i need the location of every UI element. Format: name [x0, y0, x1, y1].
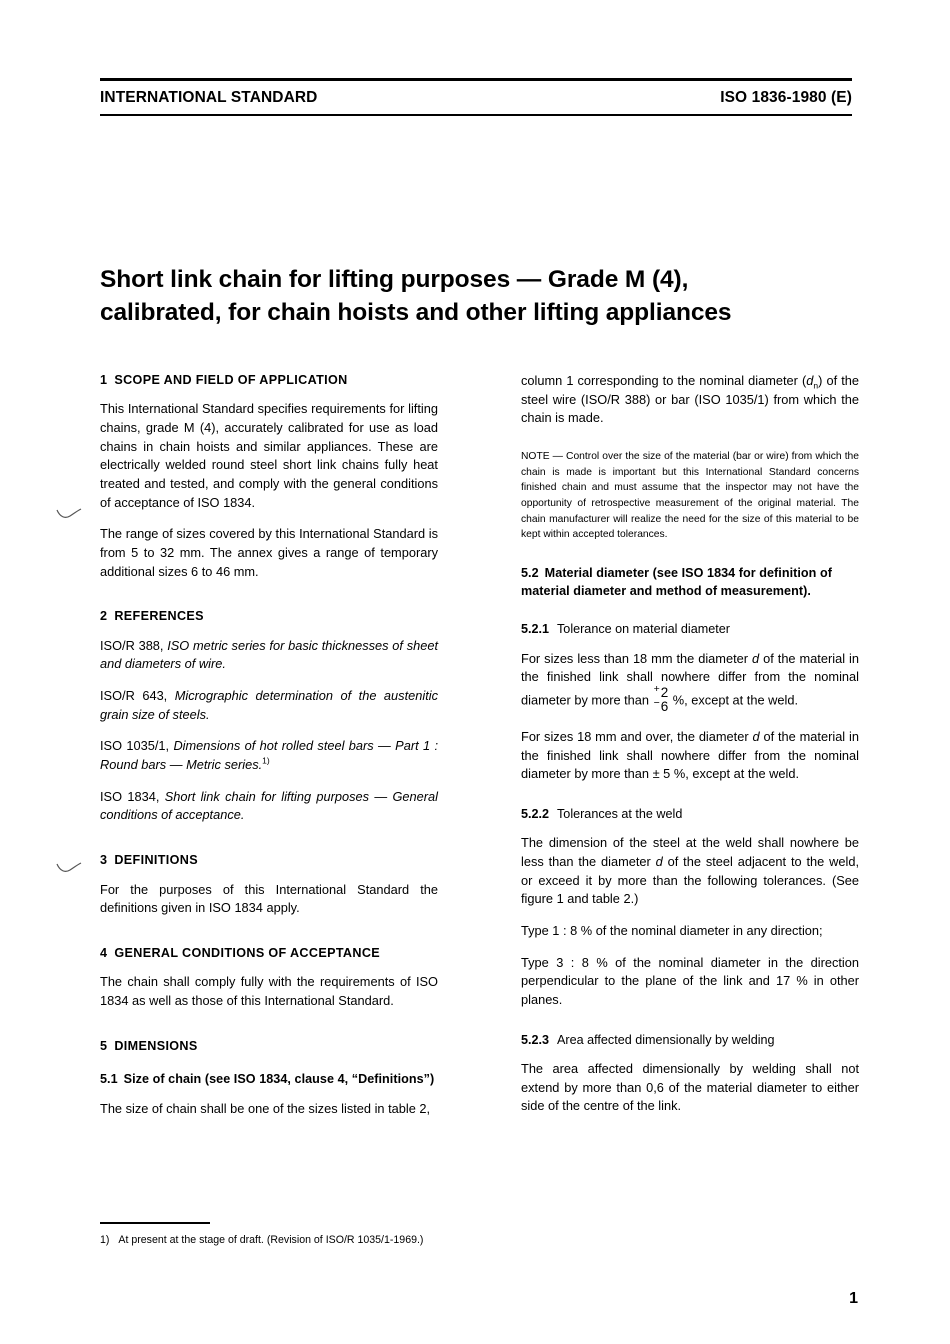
para-text: of the material in the finished link shall nowhere differ from the nominal diameter by more than ± 5 %, except at the weld.: [521, 728, 859, 782]
subsection-5-1-paragraph: The size of chain shall be one of the sizes listed in table 2,: [100, 1101, 431, 1117]
subsection-5-2-1-number: 5.2.1: [521, 622, 550, 637]
reference-code: ISO/R 388,: [100, 637, 168, 653]
section-4-title: GENERAL CONDITIONS OF ACCEPTANCE: [114, 945, 381, 960]
para-text: of the material in the finished link shall nowhere differ from the nominal diameter by more than: [521, 650, 859, 708]
section-2-title: REFERENCES: [114, 609, 204, 624]
section-1-paragraph-1: This International Standard specifies requirements for lifting chains, grade M (4), accurately calibrated for use as load chains in chain hoists and similar appliances. These are electrically welded round steel short link chains fully heat treated and tested, and comply with the general conditions of acceptance of ISO 1834.: [100, 401, 438, 510]
page-title-line-2: calibrated, for chain hoists and other lifting appliances: [100, 298, 732, 326]
left-column: [100, 372, 438, 1119]
subsection-5-2-1-paragraph-1: [521, 650, 859, 715]
page-title: [100, 264, 852, 329]
subsection-5-2-heading: [521, 564, 859, 601]
margin-artifact-mark: [56, 508, 82, 520]
symbol-d-subscript: n: [813, 380, 819, 391]
reference-item: [100, 687, 438, 724]
subsection-5-2-3-title: Area affected dimensionally by welding: [557, 1032, 775, 1047]
section-5-heading: [100, 1038, 438, 1054]
para-text: For sizes less than 18 mm the diameter: [521, 650, 752, 666]
spacer: [521, 797, 859, 805]
subsection-5-2-1-heading: [521, 620, 859, 638]
tolerance-upper-value: 2: [660, 684, 669, 700]
section-4-number: 4: [100, 945, 108, 960]
footnote-separator: [100, 1222, 210, 1224]
tolerance-minus-sign: −: [653, 697, 660, 710]
section-4-paragraph-1: The chain shall comply fully with the requirements of ISO 1834 as well as those of this International Standard.: [100, 974, 438, 1008]
spacer: [521, 556, 859, 564]
subsection-5-2-1-paragraph-2: [521, 728, 859, 784]
note-block: [521, 449, 859, 543]
note-text: Control over the size of the material (bar or wire) from which the chain is made is important but this International Standard concerns finished chain and must assume that the inspector may not have the opportunity of retrospective measurement of the original material. The chain manufacturer will realize the need for the size of this material to be kept within accepted tolerances.: [521, 451, 860, 541]
section-4-heading: [100, 945, 438, 961]
subsection-5-1-heading: [100, 1070, 438, 1088]
margin-artifact-mark: [56, 862, 82, 874]
subsection-5-2-2-number: 5.2.2: [521, 806, 550, 821]
footnote-body: At present at the stage of draft. (Revision of ISO/R 1035/1-1969.): [118, 1233, 424, 1246]
spacer: [100, 1024, 438, 1038]
section-3-number: 3: [100, 853, 108, 868]
reference-code: ISO/R 643,: [100, 688, 175, 704]
right-column: [521, 372, 859, 1116]
subsection-5-1-number: 5.1: [100, 1071, 118, 1086]
spacer: [521, 1023, 859, 1031]
subsection-5-2-1-title: Tolerance on material diameter: [557, 622, 730, 637]
para-text: The dimension of the steel at the weld shall nowhere be less than the diameter: [521, 835, 859, 869]
symbol-d: d: [806, 373, 814, 388]
section-1-title: SCOPE AND FIELD OF APPLICATION: [114, 373, 348, 387]
subsection-5-2-title: Material diameter (see ISO 1834 for definition of material diameter and method of measurement).: [521, 565, 832, 599]
footnote-number: 1): [100, 1233, 110, 1246]
footnote-content: [100, 1233, 520, 1248]
spacer: [521, 612, 859, 620]
tolerance-fraction: [653, 682, 669, 715]
section-5-title: DIMENSIONS: [114, 1038, 198, 1053]
reference-item: [100, 788, 438, 825]
page-number: 1: [849, 1290, 858, 1307]
continued-text-part-1: column 1 corresponding to the nominal diameter (: [521, 373, 807, 388]
header-standard-number: ISO 1836-1980 (E): [720, 89, 852, 106]
symbol-d: d: [655, 853, 663, 869]
footnote-block: [100, 1222, 520, 1247]
para-text: For sizes 18 mm and over, the diameter: [521, 728, 753, 744]
subsection-5-2-3-number: 5.2.3: [521, 1032, 550, 1047]
symbol-d: d: [752, 728, 760, 744]
symbol-d: d: [752, 650, 760, 666]
subsection-5-2-2-heading: [521, 805, 859, 823]
section-1-number: 1: [100, 373, 108, 387]
reference-code: ISO 1035/1,: [100, 738, 174, 754]
section-2-heading: [100, 608, 438, 624]
page-title-line-1: Short link chain for lifting purposes — Grade M (4),: [100, 266, 689, 294]
reference-code: ISO 1834,: [100, 788, 165, 804]
reference-title: Dimensions of hot rolled steel bars — Part 1 : Round bars — Metric series.: [100, 738, 438, 773]
section-1-paragraph-2: The range of sizes covered by this International Standard is from 5 to 32 mm. The annex gives a range of temporary additional sizes 6 to 46 mm.: [100, 526, 438, 579]
continued-paragraph: [521, 372, 859, 428]
para-text: %, except at the weld.: [669, 692, 798, 708]
continued-text-part-2: ) of the steel wire (ISO/R 388) or bar (ISO 1035/1) from which the chain is made.: [521, 373, 859, 426]
section-3-paragraph-1: For the purposes of this International Standard the definitions given in ISO 1834 apply.: [100, 881, 438, 916]
para-text: of the steel adjacent to the weld, or exceed it by more than the following tolerances. (See figure 1 and table 2.): [521, 853, 859, 907]
page-header: [100, 78, 852, 116]
section-3-heading: [100, 852, 438, 868]
section-2-number: 2: [100, 609, 108, 624]
subsection-5-2-3-paragraph-1: The area affected dimensionally by welding shall not extend by more than 0,6 of the material diameter to either side of the centre of the link.: [521, 1060, 859, 1114]
header-standard-label: INTERNATIONAL STANDARD: [100, 89, 318, 106]
tolerance-plus-sign: +: [653, 682, 660, 695]
subsection-5-2-3-heading: [521, 1031, 859, 1049]
subsection-5-2-2-paragraph-2: Type 1 : 8 % of the nominal diameter in any direction;: [521, 922, 823, 938]
subsection-5-2-2-paragraph-1: [521, 834, 859, 909]
spacer: [100, 838, 438, 852]
reference-item: [100, 637, 438, 674]
header-bottom-rule: [100, 114, 852, 116]
note-label: NOTE —: [521, 451, 567, 463]
section-1-heading: [100, 372, 438, 388]
spacer: [100, 931, 438, 945]
tolerance-lower-value: 6: [660, 699, 669, 715]
subsection-5-2-2-title: Tolerances at the weld: [557, 806, 683, 821]
reference-title: Micrographic determination of the austenitic grain size of steels.: [100, 688, 438, 722]
footnote-marker: 1): [262, 755, 270, 766]
section-3-title: DEFINITIONS: [114, 853, 198, 868]
subsection-5-2-2-paragraph-3: Type 3 : 8 % of the nominal diameter in the direction perpendicular to the plane of the link and 17 % in other planes.: [521, 954, 859, 1007]
section-5-number: 5: [100, 1038, 108, 1053]
spacer: [521, 441, 859, 449]
header-row: [100, 81, 852, 114]
reference-title: Short link chain for lifting purposes — General conditions of acceptance.: [100, 788, 438, 823]
tolerance-lower: [653, 697, 669, 715]
reference-item: [100, 737, 438, 774]
reference-title: ISO metric series for basic thicknesses of sheet and diameters of wire.: [100, 637, 438, 672]
subsection-5-1-title: Size of chain (see ISO 1834, clause 4, “Definitions”): [123, 1071, 435, 1086]
spacer: [100, 594, 438, 608]
subsection-5-2-number: 5.2: [521, 565, 539, 580]
